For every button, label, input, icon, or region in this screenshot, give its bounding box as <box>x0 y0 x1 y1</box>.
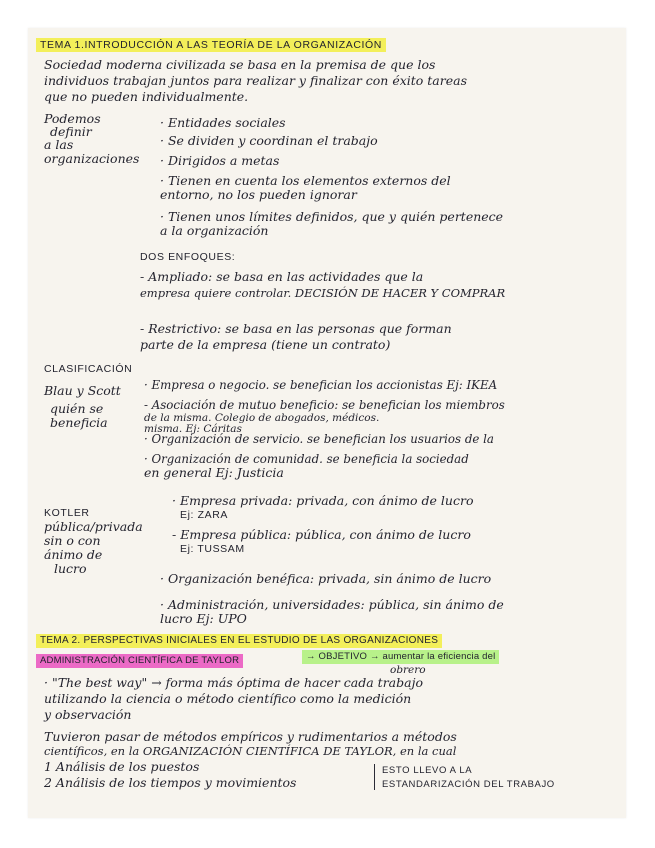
kotler-label-2: pública/privada <box>44 519 143 534</box>
objetivo-note: → OBJETIVO → aumentar la eficiencia del <box>302 650 499 664</box>
taylor-line-6: 1 Análisis de los puestos <box>44 759 200 774</box>
def-label-1: Podemos <box>44 111 101 126</box>
taylor-line-5: científicos, en la ORGANIZACIÓN CIENTÍFICA DE TAYLOR, en la cual <box>44 744 457 758</box>
brace-divider <box>374 764 375 790</box>
enfoques-title: DOS ENFOQUES: <box>140 251 236 263</box>
tema1-title: TEMA 1.INTRODUCCIÓN A LAS TEORÍA DE LA ORGANIZACIÓN <box>36 38 386 52</box>
esto-note-1: ESTO LLEVO A LA <box>382 765 473 776</box>
blau-item-2: - Asociación de mutuo beneficio: se benefician los miembros <box>144 398 505 412</box>
enfoque-restrictivo-2: parte de la empresa (tiene un contrato) <box>140 337 391 352</box>
kotler-item-1b: Ej: ZARA <box>180 509 228 521</box>
taylor-heading: ADMINISTRACIÓN CIENTÍFICA DE TAYLOR <box>36 654 243 668</box>
def-item-1: · Entidades sociales <box>160 115 286 130</box>
taylor-line-7: 2 Análisis de los tiempos y movimientos <box>44 775 297 790</box>
enfoque-ampliado-2: empresa quiere controlar. DECISIÓN DE HACER Y COMPRAR <box>140 286 506 300</box>
blau-label-1: Blau y Scott <box>44 383 121 398</box>
intro-line-2: individuos trabajan juntos para realizar y finalizar con éxito tareas <box>44 73 467 88</box>
enfoque-ampliado: - Ampliado: se basa en las actividades que la <box>140 269 424 284</box>
def-item-5: · Tienen unos límites definidos, que y quién pertenece <box>160 209 504 224</box>
def-label-3: a las <box>44 137 74 152</box>
def-item-4b: entorno, no los pueden ignorar <box>160 187 357 202</box>
kotler-item-3: · Organización benéfica: privada, sin ánimo de lucro <box>160 571 492 586</box>
clasificacion-title: CLASIFICACIÓN <box>44 363 133 375</box>
esto-note-2: ESTANDARIZACIÓN DEL TRABAJO <box>382 779 555 790</box>
blau-label-3: beneficia <box>50 415 108 430</box>
intro-line-1: Sociedad moderna civilizada se basa en la premisa de que los <box>44 57 436 72</box>
taylor-line-1: · "The best way" → forma más óptima de hacer cada trabajo <box>44 675 423 690</box>
kotler-item-4b: lucro Ej: UPO <box>160 611 247 626</box>
kotler-item-4: · Administración, universidades: pública, sin ánimo de <box>160 597 504 612</box>
kotler-label-1: KOTLER <box>44 507 90 519</box>
def-item-5b: a la organización <box>160 223 269 238</box>
blau-item-2b: de la misma. Colegio de abogados, médicos. <box>144 412 380 424</box>
blau-item-4: · Organización de comunidad. se beneficia la sociedad <box>144 452 469 466</box>
taylor-line-2: utilizando la ciencia o método científico como la medición <box>44 691 412 706</box>
blau-item-3: · Organización de servicio. se benefician los usuarios de la <box>144 432 494 446</box>
kotler-label-5: lucro <box>54 561 87 576</box>
kotler-label-4: ánimo de <box>44 547 103 562</box>
kotler-label-3: sin o con <box>44 533 101 548</box>
kotler-item-2b: Ej: TUSSAM <box>180 543 245 555</box>
taylor-line-3: y observación <box>44 707 132 722</box>
intro-line-3: que no pueden individualmente. <box>44 89 249 104</box>
def-item-2: · Se dividen y coordinan el trabajo <box>160 133 378 148</box>
enfoque-restrictivo: - Restrictivo: se basa en las personas que forman <box>140 321 452 336</box>
def-item-3: · Dirigidos a metas <box>160 153 280 168</box>
taylor-line-4: Tuvieron pasar de métodos empíricos y rudimentarios a métodos <box>44 729 457 744</box>
blau-item-4b: en general Ej: Justicia <box>144 465 284 480</box>
blau-item-1: · Empresa o negocio. se benefician los accionistas Ej: IKEA <box>144 378 498 392</box>
blau-label-2: quién se <box>50 401 104 416</box>
def-label-4: organizaciones <box>44 151 140 166</box>
blau-item-2c: misma. Ej: Cáritas <box>144 423 242 435</box>
obrero-note: obrero <box>390 664 426 676</box>
def-label-2: definir <box>50 124 92 139</box>
kotler-item-1: · Empresa privada: privada, con ánimo de lucro <box>172 493 474 508</box>
kotler-item-2: - Empresa pública: pública, con ánimo de lucro <box>172 527 471 542</box>
tema2-title: TEMA 2. PERSPECTIVAS INICIALES EN EL ESTUDIO DE LAS ORGANIZACIONES <box>36 634 442 648</box>
def-item-4: · Tienen en cuenta los elementos externos del <box>160 173 451 188</box>
